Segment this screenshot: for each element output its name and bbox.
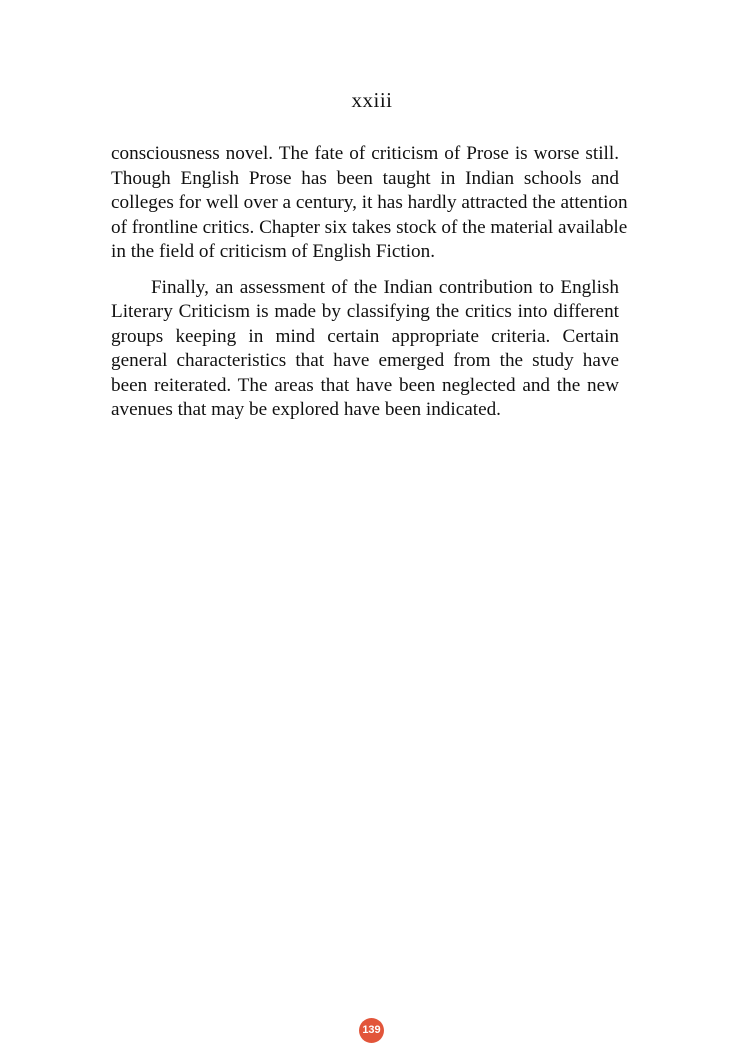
text-line: colleges for well over a century, it has hardly attracted the attention [111, 192, 628, 213]
text-line: been reiterated. The areas that have been neglected and the new [111, 374, 619, 396]
body-text [111, 142, 628, 423]
text-line: of frontline critics. Chapter six takes stock of the material available [111, 216, 628, 238]
text-line: Though English Prose has been taught in Indian schools and [111, 167, 619, 189]
text-line: in the field of criticism of English Fiction. [111, 241, 436, 262]
paragraph-2 [111, 276, 619, 423]
text-line: consciousness novel. The fate of criticism of Prose is worse still. [111, 143, 619, 164]
text-line: avenues that may be explored have been indicated. [111, 399, 501, 420]
paragraph-1 [111, 142, 628, 265]
text-line: groups keeping in mind certain appropriate criteria. Certain [111, 325, 619, 347]
text-line: Literary Criticism is made by classifying the critics into different [111, 301, 619, 322]
page-number-roman: xxiii [351, 88, 393, 112]
text-line: Finally, an assessment of the Indian contribution to English [151, 276, 619, 298]
page-number-badge: 139 [359, 1018, 384, 1043]
text-line: general characteristics that have emerged from the study have [111, 350, 619, 371]
